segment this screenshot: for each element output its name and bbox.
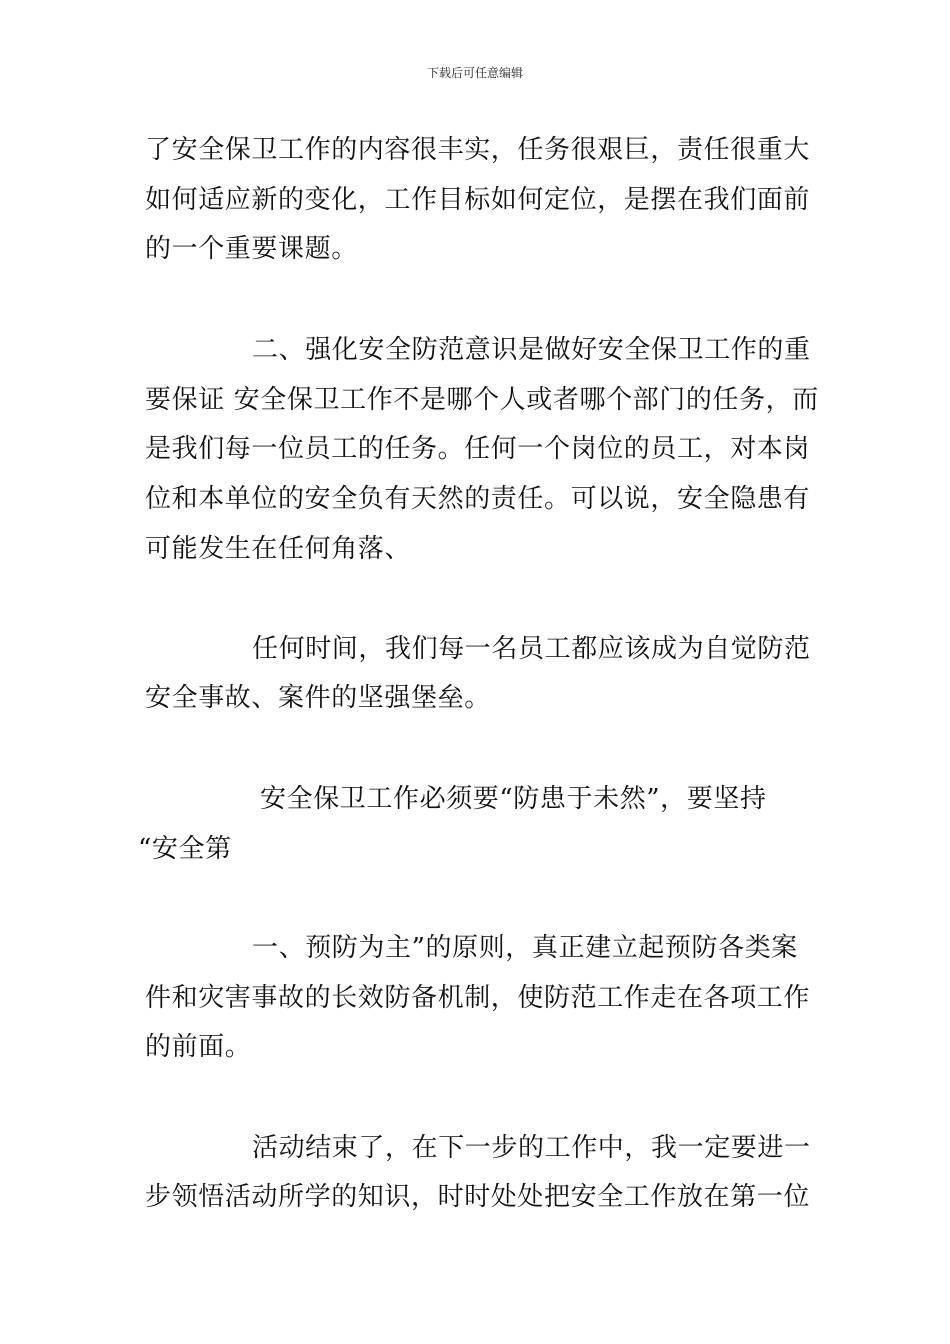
text-line: 的前面。 — [145, 1032, 252, 1062]
text-line: 的一个重要课题。 — [145, 234, 358, 264]
text-line: 位和本单位的安全负有天然的责任。可以说，安全隐患有 — [145, 484, 811, 514]
text-line: 一、预防为主”的原则，真正建立起预防各类案 — [252, 933, 798, 963]
paragraph-heading: 二、强化安全防范意识是做好安全保卫工作的重 — [252, 335, 811, 365]
text-line: 是我们每一位员工的任务。任何一个岗位的员工，对本岗 — [145, 434, 811, 464]
text-line: 如何适应新的变化，工作目标如何定位，是摆在我们面前 — [145, 185, 811, 215]
text-line: 活动结束了，在下一步的工作中，我一定要进一 — [252, 1133, 811, 1163]
text-line: 可能发生在任何角落、 — [145, 534, 412, 564]
text-line: 步领悟活动所学的知识，时时处处把安全工作放在第一位 — [145, 1182, 811, 1212]
text-line: 任何时间，我们每一名员工都应该成为自觉防范 — [252, 634, 811, 664]
page-header: 下载后可任意编辑 — [426, 66, 523, 80]
text-line: 件和灾害事故的长效防备机制，使防范工作走在各项工作 — [145, 983, 811, 1013]
text-line: 安全保卫工作必须要“防患于未然”，要坚持 — [260, 784, 767, 814]
text-line: 安全事故、案件的坚强堡垒。 — [145, 683, 491, 713]
text-line: 了安全保卫工作的内容很丰实，任务很艰巨，责任很重大 — [145, 135, 811, 165]
text-line: “安全第 — [138, 834, 232, 864]
text-line: 要保证 安全保卫工作不是哪个人或者哪个部门的任务，而 — [145, 385, 819, 415]
